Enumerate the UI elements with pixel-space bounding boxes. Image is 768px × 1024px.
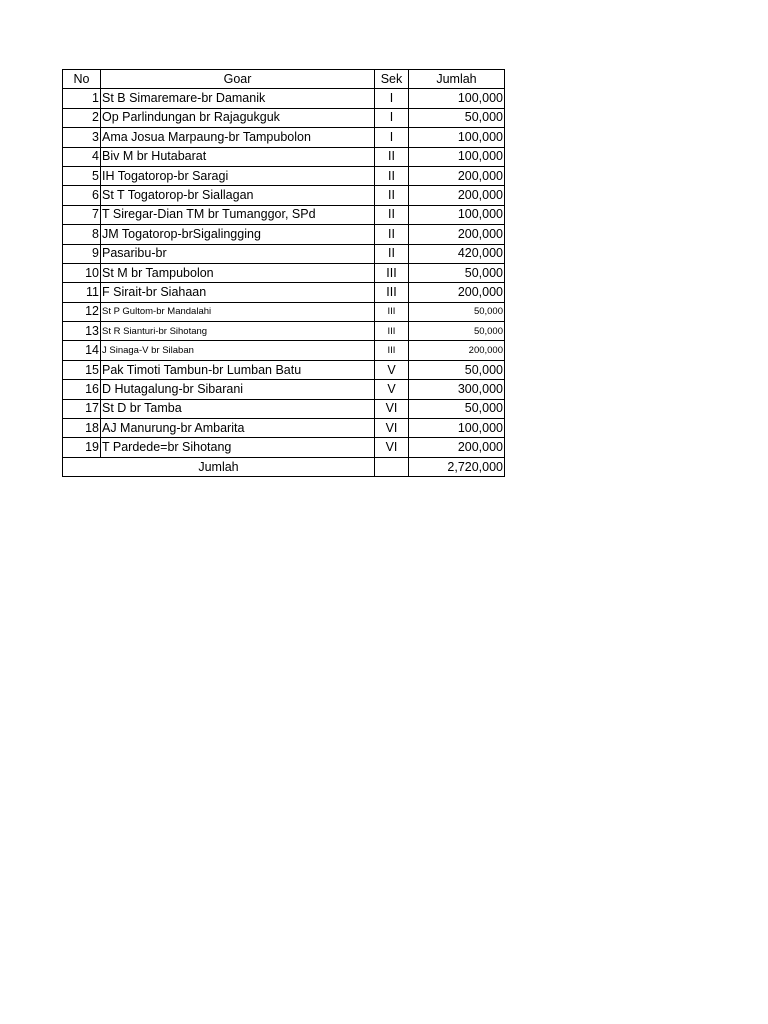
cell-goar[interactable]: F Sirait-br Siahaan	[101, 283, 375, 302]
cell-no[interactable]: 12	[63, 302, 101, 321]
cell-jumlah[interactable]: 50,000	[409, 302, 505, 321]
table-row	[63, 419, 505, 438]
cell-no[interactable]: 2	[63, 108, 101, 127]
table-row	[63, 399, 505, 418]
header-goar[interactable]: Goar	[101, 70, 375, 89]
cell-sek[interactable]: I	[375, 128, 409, 147]
cell-goar[interactable]: St B Simaremare-br Damanik	[101, 89, 375, 108]
cell-sek[interactable]: II	[375, 186, 409, 205]
cell-sek[interactable]: VI	[375, 419, 409, 438]
table-row	[63, 89, 505, 108]
cell-goar[interactable]: Op Parlindungan br Rajagukguk	[101, 108, 375, 127]
cell-no[interactable]: 4	[63, 147, 101, 166]
table-row	[63, 166, 505, 185]
cell-sek[interactable]: II	[375, 166, 409, 185]
cell-goar[interactable]: Pasaribu-br	[101, 244, 375, 263]
cell-no[interactable]: 8	[63, 225, 101, 244]
table-row	[63, 302, 505, 321]
total-sek[interactable]	[375, 457, 409, 476]
cell-jumlah[interactable]: 300,000	[409, 380, 505, 399]
cell-goar[interactable]: AJ Manurung-br Ambarita	[101, 419, 375, 438]
table-row	[63, 128, 505, 147]
cell-sek[interactable]: III	[375, 302, 409, 321]
cell-no[interactable]: 17	[63, 399, 101, 418]
table-row	[63, 322, 505, 341]
cell-sek[interactable]: III	[375, 322, 409, 341]
table-row	[63, 108, 505, 127]
cell-no[interactable]: 13	[63, 322, 101, 341]
cell-goar[interactable]: T Pardede=br Sihotang	[101, 438, 375, 457]
cell-goar[interactable]: JM Togatorop-brSigalingging	[101, 225, 375, 244]
cell-no[interactable]: 6	[63, 186, 101, 205]
cell-jumlah[interactable]: 200,000	[409, 225, 505, 244]
cell-jumlah[interactable]: 100,000	[409, 128, 505, 147]
cell-jumlah[interactable]: 100,000	[409, 147, 505, 166]
table-row	[63, 263, 505, 282]
cell-no[interactable]: 1	[63, 89, 101, 108]
cell-sek[interactable]: VI	[375, 438, 409, 457]
cell-jumlah[interactable]: 200,000	[409, 186, 505, 205]
contribution-table	[62, 69, 505, 477]
cell-no[interactable]: 15	[63, 360, 101, 379]
table-row	[63, 438, 505, 457]
cell-jumlah[interactable]: 200,000	[409, 283, 505, 302]
cell-jumlah[interactable]: 50,000	[409, 399, 505, 418]
cell-jumlah[interactable]: 200,000	[409, 166, 505, 185]
cell-jumlah[interactable]: 100,000	[409, 419, 505, 438]
cell-sek[interactable]: V	[375, 360, 409, 379]
table-row	[63, 360, 505, 379]
cell-goar[interactable]: St T Togatorop-br Siallagan	[101, 186, 375, 205]
cell-goar[interactable]: Ama Josua Marpaung-br Tampubolon	[101, 128, 375, 147]
cell-goar[interactable]: St P Gultom-br Mandalahi	[101, 302, 375, 321]
cell-jumlah[interactable]: 50,000	[409, 263, 505, 282]
cell-sek[interactable]: II	[375, 205, 409, 224]
cell-jumlah[interactable]: 420,000	[409, 244, 505, 263]
cell-sek[interactable]: VI	[375, 399, 409, 418]
table-row	[63, 244, 505, 263]
table-row	[63, 205, 505, 224]
total-value[interactable]: 2,720,000	[409, 457, 505, 476]
cell-no[interactable]: 14	[63, 341, 101, 360]
cell-jumlah[interactable]: 50,000	[409, 108, 505, 127]
header-row	[63, 70, 505, 89]
cell-goar[interactable]: J Sinaga-V br Silaban	[101, 341, 375, 360]
cell-jumlah[interactable]: 100,000	[409, 89, 505, 108]
cell-jumlah[interactable]: 200,000	[409, 438, 505, 457]
cell-no[interactable]: 19	[63, 438, 101, 457]
cell-goar[interactable]: St M br Tampubolon	[101, 263, 375, 282]
cell-no[interactable]: 18	[63, 419, 101, 438]
cell-sek[interactable]: III	[375, 263, 409, 282]
table-row	[63, 186, 505, 205]
cell-jumlah[interactable]: 50,000	[409, 360, 505, 379]
cell-sek[interactable]: III	[375, 283, 409, 302]
header-jumlah[interactable]: Jumlah	[409, 70, 505, 89]
cell-no[interactable]: 9	[63, 244, 101, 263]
cell-goar[interactable]: Biv M br Hutabarat	[101, 147, 375, 166]
total-label[interactable]: Jumlah	[63, 457, 375, 476]
table-row	[63, 283, 505, 302]
cell-jumlah[interactable]: 100,000	[409, 205, 505, 224]
cell-goar[interactable]: St R Sianturi-br Sihotang	[101, 322, 375, 341]
cell-sek[interactable]: V	[375, 380, 409, 399]
cell-jumlah[interactable]: 200,000	[409, 341, 505, 360]
cell-sek[interactable]: I	[375, 108, 409, 127]
cell-sek[interactable]: II	[375, 244, 409, 263]
cell-sek[interactable]: II	[375, 147, 409, 166]
cell-no[interactable]: 7	[63, 205, 101, 224]
table-row	[63, 341, 505, 360]
cell-no[interactable]: 11	[63, 283, 101, 302]
cell-goar[interactable]: IH Togatorop-br Saragi	[101, 166, 375, 185]
cell-goar[interactable]: St D br Tamba	[101, 399, 375, 418]
cell-sek[interactable]: I	[375, 89, 409, 108]
header-no[interactable]: No	[63, 70, 101, 89]
cell-sek[interactable]: III	[375, 341, 409, 360]
cell-goar[interactable]: D Hutagalung-br Sibarani	[101, 380, 375, 399]
table-row	[63, 380, 505, 399]
cell-no[interactable]: 3	[63, 128, 101, 147]
header-sek[interactable]: Sek	[375, 70, 409, 89]
cell-jumlah[interactable]: 50,000	[409, 322, 505, 341]
table-body	[63, 89, 505, 457]
table-row	[63, 147, 505, 166]
table-row	[63, 225, 505, 244]
cell-no[interactable]: 5	[63, 166, 101, 185]
cell-sek[interactable]: II	[375, 225, 409, 244]
cell-goar[interactable]: T Siregar-Dian TM br Tumanggor, SPd	[101, 205, 375, 224]
cell-no[interactable]: 16	[63, 380, 101, 399]
cell-no[interactable]: 10	[63, 263, 101, 282]
cell-goar[interactable]: Pak Timoti Tambun-br Lumban Batu	[101, 360, 375, 379]
total-row	[63, 457, 505, 476]
